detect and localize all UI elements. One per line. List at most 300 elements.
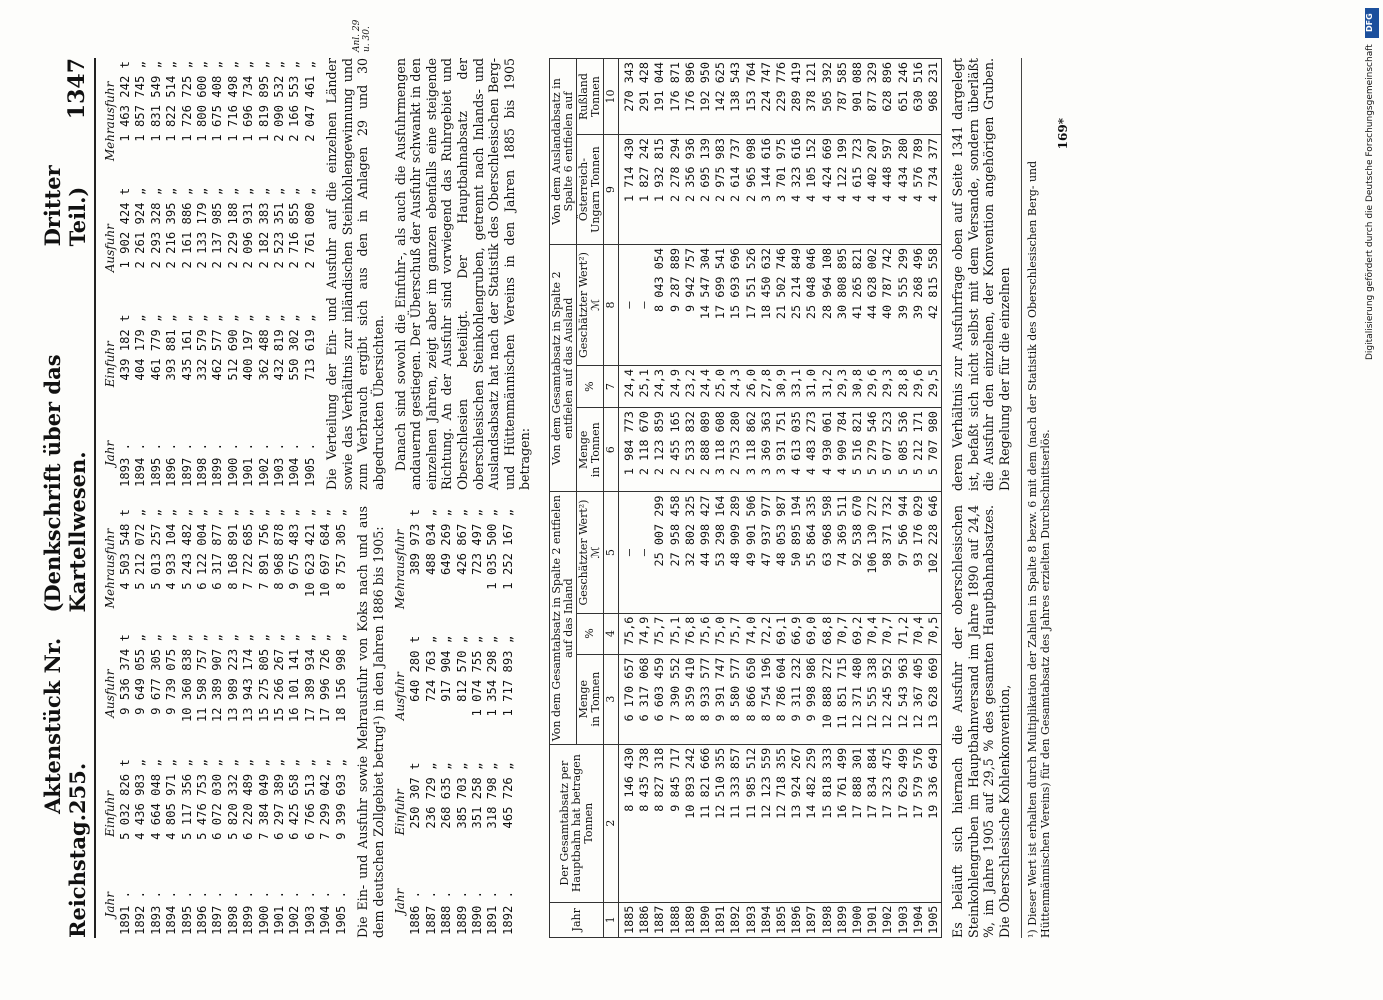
table-cell: 649 269 „ (439, 509, 454, 576)
table-cell: 9 311 232 (789, 654, 804, 744)
footnote: ¹) Dieser Wert ist erhalten durch Multiplikation der Zahlen in Spalte 8 bezw. 6 mit dem (nach der Statistik des Oberschlesischen Berg- und Hüttenmännischen Vereins) für den Gesamtabsatz des Jahres erzielten Durchschnittserlös. (1025, 160, 1052, 938)
table-cell: 11 598 757 „ (195, 634, 210, 723)
table-cell: 1905 . (302, 442, 317, 487)
table-cell: 6 317 877 „ (210, 509, 225, 590)
col-header: Jahr (103, 440, 117, 467)
table-cell: 75,0 (713, 613, 728, 654)
table-cell: 8 359 410 (683, 654, 698, 744)
table-cell: 3 144 616 (759, 135, 774, 245)
column-number: 6 (604, 408, 619, 492)
header-ausland: Von dem Gesamtabsatz in Spalte 2 entfielen auf das Ausland (550, 245, 577, 492)
table-cell: 4 576 789 (911, 135, 926, 245)
table-cell: 5 013 257 „ (148, 509, 163, 590)
table-cell: 97 566 944 (896, 492, 911, 613)
table-cell: 8 435 738 (637, 744, 652, 902)
table-cell: 4 613 035 (789, 408, 804, 492)
table-cell: 32 802 325 (683, 492, 698, 613)
table-row (287, 506, 302, 938)
table-cell: 1892 . (500, 890, 515, 935)
table-cell: 29,3 (835, 366, 850, 408)
table-cell: 393 881 „ (164, 314, 179, 381)
table-cell: 9 677 305 „ (148, 634, 163, 715)
table-cell: 1891 (713, 902, 728, 937)
table-cell: 1890 (698, 902, 713, 937)
table-cell: 1905 (926, 902, 942, 937)
table-cell: 48 053 987 (774, 492, 789, 613)
table-cell: 50 895 194 (789, 492, 804, 613)
table-cell: 12 543 963 (896, 654, 911, 744)
table-cell: 1885 (619, 902, 638, 937)
table-cell: 9 942 757 (683, 245, 698, 366)
table-cell: 9 675 483 „ (287, 509, 302, 590)
table-cell: 426 867 „ (454, 509, 469, 576)
table-cell: 1903 . (302, 890, 317, 935)
col-header: Mehrausfuhr (103, 528, 117, 609)
table-cell: 332 579 „ (195, 314, 210, 381)
table-cell: 1887 (652, 902, 667, 937)
header-austria: Österreich-Ungarn Tonnen (577, 135, 604, 245)
table-cell: 385 703 „ (454, 762, 469, 829)
table-cell: 17 579 576 (911, 744, 926, 902)
table-cell: 1905 . (333, 890, 348, 935)
table-cell: 17 888 301 (850, 744, 865, 902)
header-title: Aktenstück Nr. 255. (40, 637, 90, 815)
table-cell: 4 805 971 „ (164, 759, 179, 840)
table-cell: 5 476 753 „ (195, 759, 210, 840)
table-cell: 42 815 558 (926, 245, 942, 366)
dfg-credit: Digitalisierung gefördert durch die Deutsche Forschungsgemeinschaft (1365, 44, 1375, 360)
table-cell: 44 628 002 (865, 245, 880, 366)
table-cell: 1 932 815 (652, 135, 667, 245)
table-cell: 1897 . (210, 890, 225, 935)
table-cell: 11 333 857 (728, 744, 743, 902)
table-cell: 28 964 108 (820, 245, 835, 366)
header-subtitle: (Denkschrift über das Kartellwesen. (40, 354, 90, 613)
table-cell: 362 488 „ (256, 314, 271, 381)
table-cell: 1893 . (118, 442, 132, 487)
table-cell: 11 851 715 (835, 654, 850, 744)
table-row (470, 506, 485, 938)
table-cell: 69,2 (850, 613, 865, 654)
table-cell: 70,7 (880, 613, 895, 654)
table-cell: 5 117 356 „ (179, 759, 194, 840)
table-cell: 1894 . (133, 442, 148, 487)
table-cell: 10 697 684 „ (318, 509, 333, 598)
table-cell: 9 287 889 (668, 245, 683, 366)
table-cell: 25 007 299 (652, 492, 667, 613)
table-cell: 3 118 608 (713, 408, 728, 492)
table-cell: 461 779 „ (148, 314, 163, 381)
table-cell: — (637, 492, 652, 613)
table-cell: 4 424 669 (820, 135, 835, 245)
table-row (195, 58, 210, 490)
table-cell: 5 077 523 (880, 408, 895, 492)
header-wert: Geschätzter Wert²) ℳ (577, 245, 604, 366)
table-cell: 6 603 459 (652, 654, 667, 744)
column-number: 10 (604, 59, 619, 135)
table-cell: 92 538 670 (850, 492, 865, 613)
table-cell: 1902 (880, 902, 895, 937)
table-cell: 70,4 (911, 613, 926, 654)
left-column (102, 506, 539, 938)
table-cell: 2 123 859 (652, 408, 667, 492)
table-cell: 236 729 „ (423, 762, 438, 829)
table-row (334, 506, 349, 938)
table-row (133, 58, 148, 490)
table-cell: 8 168 891 „ (225, 509, 240, 590)
table-cell: 75,7 (728, 613, 743, 654)
table-cell: 550 302 „ (287, 314, 302, 381)
column-number-row (604, 59, 619, 938)
table-cell: 8 757 305 „ (333, 509, 348, 590)
table-row (455, 506, 470, 938)
table-cell: 1900 . (256, 890, 271, 935)
table-cell: 1903 (896, 902, 911, 937)
table-cell: 41 265 821 (850, 245, 865, 366)
page-content (40, 19, 1360, 938)
table-cell: 28,8 (896, 366, 911, 408)
table-cell: 71,2 (896, 613, 911, 654)
header-left: Reichstag. (65, 814, 90, 938)
col-header: Ausfuhr (103, 224, 117, 273)
page-number-top: 1347 (64, 58, 90, 120)
table-cell: 25 214 849 (789, 245, 804, 366)
table-cell: 1888 (668, 902, 683, 937)
table-cell: 17 996 726 „ (318, 634, 333, 723)
table-cell: 176 896 (683, 59, 698, 135)
table-cell: 1899 . (241, 890, 256, 935)
table-cell: 7 722 685 „ (241, 509, 256, 590)
col-header: Mehrausfuhr (393, 529, 408, 610)
table-cell: 5 085 536 (896, 408, 911, 492)
table-cell: 4 323 616 (789, 135, 804, 245)
table-cell: 74 369 511 (835, 492, 850, 613)
table-cell: 723 497 „ (469, 509, 484, 576)
table-cell: 15 266 267 „ (272, 634, 287, 723)
table-cell: 3 931 751 (774, 408, 789, 492)
table-cell: 13 943 174 „ (241, 634, 256, 723)
table-cell: 17 323 475 (880, 744, 895, 902)
table-cell: 14 547 304 (698, 245, 713, 366)
header-menge (577, 654, 604, 744)
table-row (619, 59, 638, 938)
upper-silesia-shipments-table (549, 58, 942, 938)
table-cell: 13 628 669 (926, 654, 942, 744)
running-header (40, 58, 96, 938)
table-cell: 21 502 746 (774, 245, 789, 366)
table-cell: 4 930 061 (820, 408, 835, 492)
table-row (424, 506, 439, 938)
table-cell: 12 718 355 (774, 744, 789, 902)
table-cell: 435 161 „ (179, 314, 194, 381)
table-cell: 404 179 „ (133, 314, 148, 381)
table-cell: 465 726 „ (500, 762, 515, 829)
table-cell: 1896 . (164, 442, 179, 487)
table-row (637, 59, 652, 938)
header-inland: Von dem Gesamtabsatz in Spalte 2 entfielen auf das Inland (550, 492, 577, 744)
table-row (850, 59, 865, 938)
table-cell: 76,8 (683, 613, 698, 654)
table-row (226, 506, 241, 938)
table-cell: 1 827 242 (637, 135, 652, 245)
table-cell: 1891 . (485, 890, 500, 935)
table-cell: 1893 . (148, 890, 163, 935)
table-cell: 70,5 (926, 613, 942, 654)
table-cell: 8 043 054 (652, 245, 667, 366)
col-header: Mehrausfuhr (103, 81, 117, 162)
table-cell: 27,8 (759, 366, 774, 408)
table-cell: 3 701 975 (774, 135, 789, 245)
table-cell: 7 299 042 „ (318, 759, 333, 840)
table-cell: 9 739 075 „ (164, 634, 179, 715)
table-cell: 27 958 458 (668, 492, 683, 613)
table-row (164, 506, 179, 938)
table-row (789, 59, 804, 938)
table-cell: 25 048 046 (804, 245, 819, 366)
table-row (896, 59, 911, 938)
table-cell: 19 336 649 (926, 744, 942, 902)
table-cell: 75,1 (668, 613, 683, 654)
table-cell: 640 280 t (408, 635, 423, 702)
table-cell: 1900 (850, 902, 865, 937)
table-cell: 1 716 498 „ (225, 61, 240, 142)
column-number: 5 (604, 492, 619, 613)
table-cell: 877 329 (865, 59, 880, 135)
table-cell: 1889 (683, 902, 698, 937)
table-cell: 12 367 405 (911, 654, 926, 744)
table-row (668, 59, 683, 938)
table-cell: 2 229 188 „ (225, 187, 240, 269)
table-cell: 17 699 541 (713, 245, 728, 366)
coke-trade-table-2 (102, 58, 318, 490)
table-cell: 4 933 104 „ (164, 509, 179, 590)
table-cell: 2 261 924 „ (133, 187, 148, 269)
paragraph-coke: Die Ein- und Ausfuhr sowie Mehrausfuhr von Koks nach und aus dem deutschen Zollgebiet betrug¹) in den Jahren 1886 bis 1905: (355, 506, 386, 938)
header-part: Dritter Teil.) (40, 165, 90, 247)
table-cell: 2 137 985 „ (210, 187, 225, 269)
table-cell: 2 533 832 (683, 408, 698, 492)
table-row (149, 506, 164, 938)
table-cell: 48 909 289 (728, 492, 743, 613)
table-cell: 2 133 179 „ (195, 187, 210, 269)
table-cell: 55 864 335 (804, 492, 819, 613)
table-cell: 6 122 004 „ (195, 509, 210, 590)
table-cell: 8 754 196 (759, 654, 774, 744)
table-cell: 70,7 (835, 613, 850, 654)
table-cell: 5 516 821 (850, 408, 865, 492)
table-cell: 6 220 489 „ (241, 759, 256, 840)
table-cell: 4 615 723 (850, 135, 865, 245)
table-cell: 9 845 717 (668, 744, 683, 902)
table-cell: 29,5 (926, 366, 942, 408)
table-cell: 2 293 328 „ (148, 187, 163, 269)
table-row (180, 58, 195, 490)
table-row (257, 58, 272, 490)
table-cell: 1 902 424 t (118, 187, 132, 269)
table-cell: 6 297 389 „ (272, 759, 287, 840)
column-number: 8 (604, 245, 619, 366)
table-cell: 138 543 (728, 59, 743, 135)
table-cell: 1900 . (225, 442, 240, 487)
table-cell: 2 695 139 (698, 135, 713, 245)
table-cell: 4 734 377 (926, 135, 942, 245)
table-row (195, 506, 210, 938)
header-menge-label: Menge (577, 430, 590, 470)
table-cell: 16 101 141 „ (287, 634, 302, 723)
table-cell: 39 268 496 (911, 245, 926, 366)
table-cell: 270 343 (619, 59, 638, 135)
header-menge-unit: in Tonnen (589, 422, 602, 478)
table-cell: 15 275 805 „ (256, 634, 271, 723)
table-cell: 30 808 895 (835, 245, 850, 366)
table-cell: 12 123 559 (759, 744, 774, 902)
dfg-logo: DFG (1365, 8, 1379, 38)
header-menge (577, 408, 604, 492)
table-row (180, 506, 195, 938)
table-cell: 1886 . (408, 890, 423, 935)
table-cell: 24,4 (619, 366, 638, 408)
table-cell: 1893 (744, 902, 759, 937)
table-cell: 75,6 (698, 613, 713, 654)
footnotes (1021, 58, 1052, 938)
table-cell: 4 105 152 (804, 135, 819, 245)
table-cell: 70,4 (865, 613, 880, 654)
column-number: 2 (604, 744, 619, 902)
table-cell: 1 857 745 „ (133, 61, 148, 142)
table-cell: 17 389 934 „ (302, 634, 317, 723)
table-cell: 1891 . (118, 890, 132, 935)
table-cell: 1 800 600 „ (195, 61, 210, 142)
right-column (102, 19, 539, 490)
col-header: Ausfuhr (393, 672, 408, 721)
table-cell: 8 968 878 „ (272, 509, 287, 590)
page-number-bottom: 169* (1055, 118, 1070, 150)
table-cell: 389 973 t (408, 509, 423, 576)
table-cell: 5 279 546 (865, 408, 880, 492)
table-cell: 106 130 272 (865, 492, 880, 613)
table-row (744, 59, 759, 938)
table-cell: 5 212 072 „ (133, 509, 148, 590)
table-cell: 40 787 742 (880, 245, 895, 366)
table-cell: 4 436 983 „ (133, 759, 148, 840)
table-cell: 24,4 (698, 366, 713, 408)
table-row (439, 506, 454, 938)
table-cell: 2 161 886 „ (179, 187, 194, 269)
table-cell: 5 707 980 (926, 408, 942, 492)
upper-columns (102, 19, 539, 938)
table-row (241, 506, 256, 938)
table-cell: 7 390 552 (668, 654, 683, 744)
table-cell: 192 950 (698, 59, 713, 135)
column-number: 9 (604, 135, 619, 245)
table-row (241, 58, 256, 490)
table-cell: 6 317 068 (637, 654, 652, 744)
col-header: Jahr (393, 888, 408, 915)
table-cell: 17 834 884 (865, 744, 880, 902)
table-row (683, 59, 698, 938)
table-cell: 1886 (637, 902, 652, 937)
table-cell: 1 984 773 (619, 408, 638, 492)
table-row (728, 59, 743, 938)
table-cell: 12 389 907 „ (210, 634, 225, 723)
table-cell: 11 985 512 (744, 744, 759, 902)
table-cell: 505 392 (820, 59, 835, 135)
table-cell: 2 278 294 (668, 135, 683, 245)
table-cell: 378 121 (804, 59, 819, 135)
table-cell: 4 434 280 (896, 135, 911, 245)
table-cell: 47 937 977 (759, 492, 774, 613)
table-cell: 29,6 (865, 366, 880, 408)
table-cell: 2 761 080 „ (302, 187, 317, 269)
table-cell: 1890 . (469, 890, 484, 935)
table-cell: 142 625 (713, 59, 728, 135)
table-cell: 1894 . (164, 890, 179, 935)
table-cell: 1896 (789, 902, 804, 937)
table-cell: 1898 . (225, 890, 240, 935)
table-cell: 10 623 421 „ (302, 509, 317, 598)
table-cell: 9 536 374 t (118, 634, 132, 715)
table-cell: 8 580 577 (728, 654, 743, 744)
table-cell: 12 510 355 (713, 744, 728, 902)
header-pct: % (577, 366, 604, 408)
table-cell: 66,9 (789, 613, 804, 654)
table-row (408, 506, 423, 938)
table-cell: 8 933 577 (698, 654, 713, 744)
table-cell: 1897 (804, 902, 819, 937)
table-cell: 8 146 430 (619, 744, 638, 902)
table-cell: 1888 . (439, 890, 454, 935)
table-cell: 1 726 725 „ (179, 61, 194, 142)
table-cell: 787 585 (835, 59, 850, 135)
table-cell: 1 696 734 „ (241, 61, 256, 142)
table-cell: 24,3 (652, 366, 667, 408)
table-cell: 30,9 (774, 366, 789, 408)
col-header: Einfuhr (393, 789, 408, 836)
table-cell: 2 614 737 (728, 135, 743, 245)
table-cell: 812 570 „ (454, 635, 469, 702)
table-row (880, 59, 895, 938)
table-cell: 1897 . (179, 442, 194, 487)
column-number: 4 (604, 613, 619, 654)
column-number: 3 (604, 654, 619, 744)
table-cell: 1898 (820, 902, 835, 937)
table-cell: 1887 . (423, 890, 438, 935)
table-cell: 31,2 (820, 366, 835, 408)
table-cell: 2 166 553 „ (287, 61, 302, 142)
table-cell: 2 753 280 (728, 408, 743, 492)
table-row (118, 506, 133, 938)
table-cell: 30,8 (850, 366, 865, 408)
header-menge-label: Menge (577, 679, 590, 719)
table-row (133, 506, 148, 938)
table-cell: 1 714 430 (619, 135, 638, 245)
table-cell: 12 245 952 (880, 654, 895, 744)
table-cell: 268 635 „ (439, 762, 454, 829)
table-cell: 72,2 (759, 613, 774, 654)
table-cell: 16 761 499 (835, 744, 850, 902)
table-cell: 400 197 „ (241, 314, 256, 381)
table-cell: 2 047 461 „ (302, 61, 317, 142)
table-cell: 2 182 383 „ (256, 187, 271, 269)
table-cell: 432 819 „ (272, 314, 287, 381)
table-cell: 1895 . (179, 890, 194, 935)
col-header: Einfuhr (103, 341, 117, 388)
table-cell: 1898 . (195, 442, 210, 487)
table-cell: 29,6 (911, 366, 926, 408)
table-cell: 68,8 (820, 613, 835, 654)
table-cell: 250 307 t (408, 762, 423, 829)
table-cell: — (619, 492, 638, 613)
